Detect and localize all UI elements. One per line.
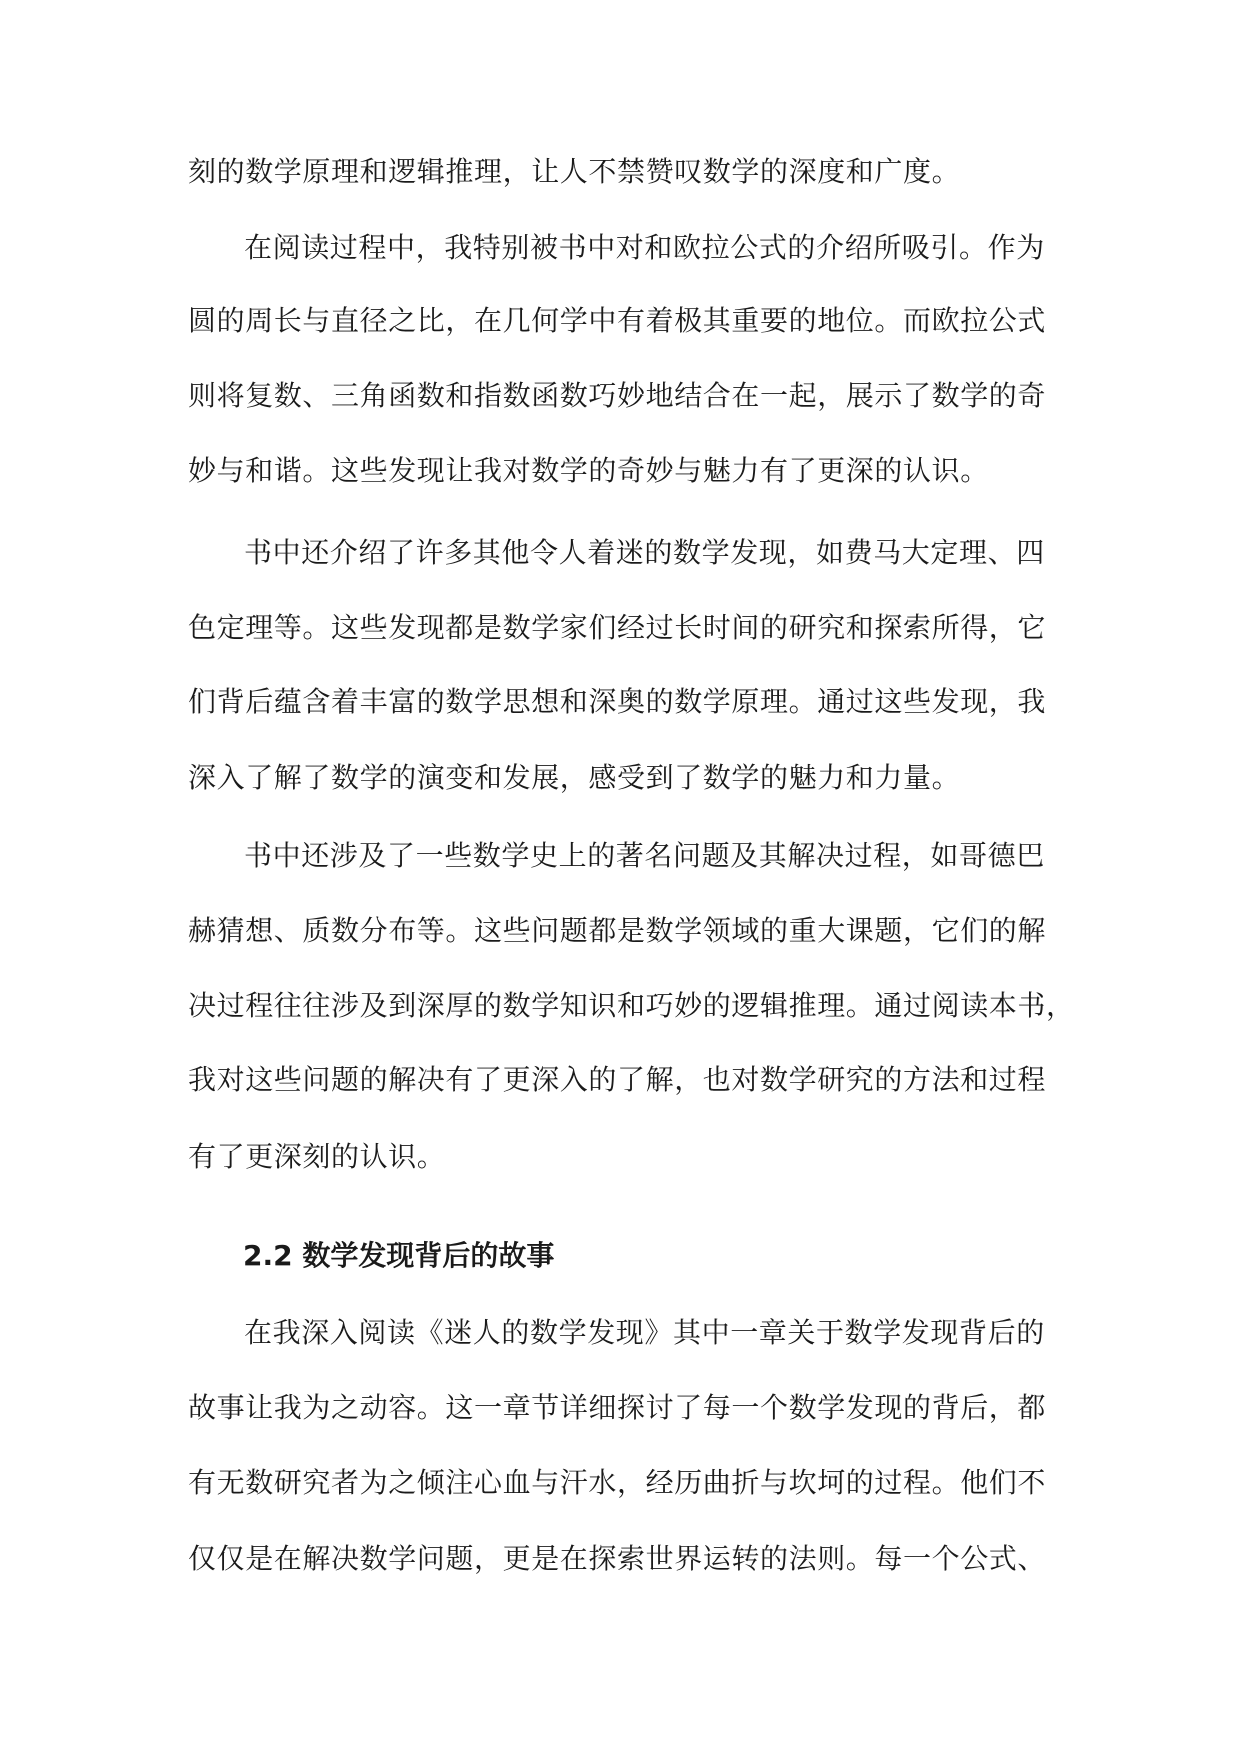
text-line: 刻的数学原理和逻辑推理，让人不禁赞叹数学的深度和广度。 — [188, 155, 961, 188]
text-line: 有无数研究者为之倾注心血与汗水，经历曲折与坎坷的过程。他们不 — [188, 1466, 1047, 1499]
text-line: 色定理等。这些发现都是数学家们经过长时间的研究和探索所得，它 — [188, 611, 1047, 644]
text-line: 妙与和谐。这些发现让我对数学的奇妙与魅力有了更深的认识。 — [188, 454, 989, 487]
text-line: 故事让我为之动容。这一章节详细探讨了每一个数学发现的背后，都 — [188, 1391, 1047, 1424]
text-line: 赫猜想、质数分布等。这些问题都是数学领域的重大课题，它们的解 — [188, 914, 1047, 947]
text-line: 决过程往往涉及到深厚的数学知识和巧妙的逻辑推理。通过阅读本书， — [188, 989, 1075, 1022]
text-line: 深入了解了数学的演变和发展，感受到了数学的魅力和力量。 — [188, 761, 961, 794]
text-line: 书中还介绍了许多其他令人着迷的数学发现，如费马大定理、四 — [244, 536, 1045, 569]
section-heading: 2.2 数学发现背后的故事 — [243, 1239, 555, 1272]
text-line: 在阅读过程中，我特别被书中对和欧拉公式的介绍所吸引。作为 — [244, 231, 1045, 264]
text-line: 有了更深刻的认识。 — [188, 1140, 446, 1173]
text-line: 们背后蕴含着丰富的数学思想和深奥的数学原理。通过这些发现，我 — [188, 685, 1047, 718]
text-line: 则将复数、三角函数和指数函数巧妙地结合在一起，展示了数学的奇 — [188, 379, 1047, 412]
text-line: 我对这些问题的解决有了更深入的了解，也对数学研究的方法和过程 — [188, 1063, 1047, 1096]
text-line: 在我深入阅读《迷人的数学发现》其中一章关于数学发现背后的 — [244, 1316, 1045, 1349]
text-line: 仅仅是在解决数学问题，更是在探索世界运转的法则。每一个公式、 — [188, 1542, 1047, 1575]
text-line: 圆的周长与直径之比，在几何学中有着极其重要的地位。而欧拉公式 — [188, 304, 1047, 337]
text-line: 书中还涉及了一些数学史上的著名问题及其解决过程，如哥德巴 — [244, 839, 1045, 872]
